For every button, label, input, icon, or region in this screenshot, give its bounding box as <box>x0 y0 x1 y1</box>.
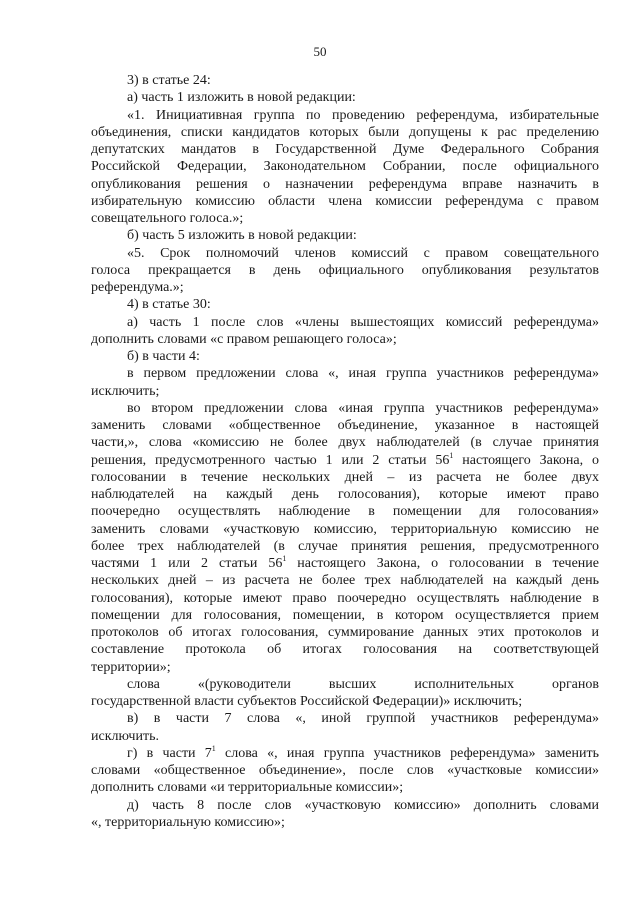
text-line-continuation: настоящего Закона, о <box>453 452 599 468</box>
text-line <box>91 262 599 279</box>
page-number: 50 <box>313 44 327 59</box>
text-line-content: словами «общественное объединение», после слов «участковые комиссии» <box>91 763 599 778</box>
text-line <box>91 521 599 538</box>
text-line-content: дополнить словами «и территориальные комиссии»; <box>91 780 404 796</box>
text-line-content: наблюдателей на каждый день голосования), которые имеют право <box>91 487 599 502</box>
text-line <box>91 331 599 348</box>
text-line-content: составление протокола об итогах голосования на соответствующей <box>91 642 599 658</box>
text-line <box>91 572 599 589</box>
text-line-content: голосования), которые имеют право поочередно осуществлять наблюдение в <box>91 590 599 606</box>
text-line-content: а) часть 1 изложить в новой редакции: <box>127 90 356 106</box>
text-line-content: части,», слова «комиссию не более двух наблюдателей (в случае принятия <box>91 435 599 451</box>
text-line-content: решения, предусмотренного частью 1 или 2 статьи 56 <box>91 452 450 468</box>
text-line <box>91 193 599 210</box>
text-line-content: референдума.»; <box>91 280 184 295</box>
text-line <box>91 607 599 624</box>
text-line <box>91 538 599 555</box>
text-line-content: заменить словами «участковую комиссию, территориальную комиссию не <box>91 521 599 537</box>
text-line-content: «, территориальную комиссию»; <box>91 814 285 830</box>
text-line-content: д) часть 8 после слов «участковую комиссию» дополнить словами <box>127 797 599 813</box>
text-line <box>91 400 599 417</box>
text-line <box>91 89 599 106</box>
text-line <box>91 762 599 779</box>
text-line-content: голоса прекращается в день официального опубликования результатов <box>91 262 599 278</box>
text-line <box>91 624 599 641</box>
text-line <box>91 555 599 572</box>
text-line <box>91 676 599 693</box>
text-line-content: б) в части 4: <box>127 349 200 364</box>
text-line <box>91 124 599 141</box>
text-line-content: Российской Федерации, Законодательном Собрании, после официального <box>91 159 599 175</box>
text-line <box>91 693 599 710</box>
text-line <box>91 745 599 762</box>
text-line-content: совещательного голоса.»; <box>91 211 244 226</box>
text-line-content: в) в части 7 слова «, иной группой участников референдума» <box>127 711 599 727</box>
text-line <box>91 107 599 124</box>
document-body <box>91 72 599 831</box>
text-line-content: слова «(руководители высших исполнительных органов <box>127 676 599 692</box>
text-line <box>91 158 599 175</box>
text-line <box>91 417 599 434</box>
text-line <box>91 296 599 313</box>
text-line <box>91 728 599 745</box>
text-line-content: исключить; <box>91 383 160 399</box>
text-line-content: частями 1 или 2 статьи 56 <box>91 556 283 571</box>
text-line-content: во втором предложении слова «иная группа участников референдума» <box>127 400 599 416</box>
text-line <box>91 434 599 451</box>
text-line <box>91 176 599 193</box>
text-line <box>91 486 599 503</box>
text-line <box>91 279 599 296</box>
text-line-content: более трех наблюдателей (в случае принятия решения, предусмотренного <box>91 538 599 554</box>
text-line <box>91 72 599 89</box>
text-line-content: исключить. <box>91 728 159 744</box>
text-line-content: 3) в статье 24: <box>127 73 211 88</box>
text-line <box>91 210 599 227</box>
text-line-content: объединения, списки кандидатов которых были допущены к рас пределению <box>91 124 599 140</box>
text-line-continuation: слова «, иная группа участников референдума» заменить <box>215 745 600 761</box>
text-line-content: г) в части 7 <box>127 745 212 761</box>
text-line-content: б) часть 5 изложить в новой редакции: <box>127 228 357 244</box>
text-line-content: территории»; <box>91 659 171 675</box>
text-line-content: дополнить словами «с правом решающего голоса»; <box>91 331 397 347</box>
text-line-content: государственной власти субъектов Российской Федерации)» исключить; <box>91 694 523 709</box>
text-line-content: помещении для голосования, помещении, в котором осуществляется прием <box>91 607 599 623</box>
text-line <box>91 641 599 658</box>
text-line-content: депутатских мандатов в Государственной Думе Федерального Собрания <box>91 142 599 157</box>
text-line-content: избирательную комиссию области члена комиссии референдума с правом <box>91 193 599 209</box>
text-line-content: «5. Срок полномочий членов комиссий с правом совещательного <box>127 245 599 261</box>
text-line-content: голосовании в течение нескольких дней – из расчета не более двух <box>91 469 599 485</box>
text-line-content: заменить словами «общественное объединение, указанное в настоящей <box>91 418 599 433</box>
text-line <box>91 710 599 727</box>
text-line <box>91 814 599 831</box>
text-line <box>91 590 599 607</box>
text-line <box>91 383 599 400</box>
superscript: 1 <box>282 554 287 563</box>
text-line-content: в первом предложении слова «, иная группа участников референдума» <box>127 366 599 382</box>
text-line <box>91 659 599 676</box>
text-line <box>91 365 599 382</box>
text-line-content: поочередно осуществлять наблюдение в помещении для голосования» <box>91 504 599 520</box>
text-line <box>91 314 599 331</box>
text-line <box>91 797 599 814</box>
text-line-continuation: настоящего Закона, о голосовании в течение <box>286 556 599 571</box>
text-line <box>91 469 599 486</box>
text-line <box>91 348 599 365</box>
text-line-content: а) часть 1 после слов «члены вышестоящих комиссий референдума» <box>127 314 599 330</box>
text-line-content: протоколов об итогах голосования, суммирование данных этих протоколов и <box>91 625 599 640</box>
text-line-content: «1. Инициативная группа по проведению референдума, избирательные <box>127 107 599 123</box>
text-line <box>91 141 599 158</box>
text-line-content: опубликования решения о назначении референдума вправе назначить в <box>91 176 599 192</box>
text-line <box>91 245 599 262</box>
text-line <box>91 779 599 796</box>
superscript: 1 <box>211 743 216 753</box>
text-line <box>91 452 599 469</box>
text-line-content: нескольких дней – из расчета не более трех наблюдателей на каждый день <box>91 573 599 589</box>
text-line-content: 4) в статье 30: <box>127 297 211 313</box>
superscript: 1 <box>449 450 454 460</box>
text-line <box>91 503 599 520</box>
text-line <box>91 227 599 244</box>
